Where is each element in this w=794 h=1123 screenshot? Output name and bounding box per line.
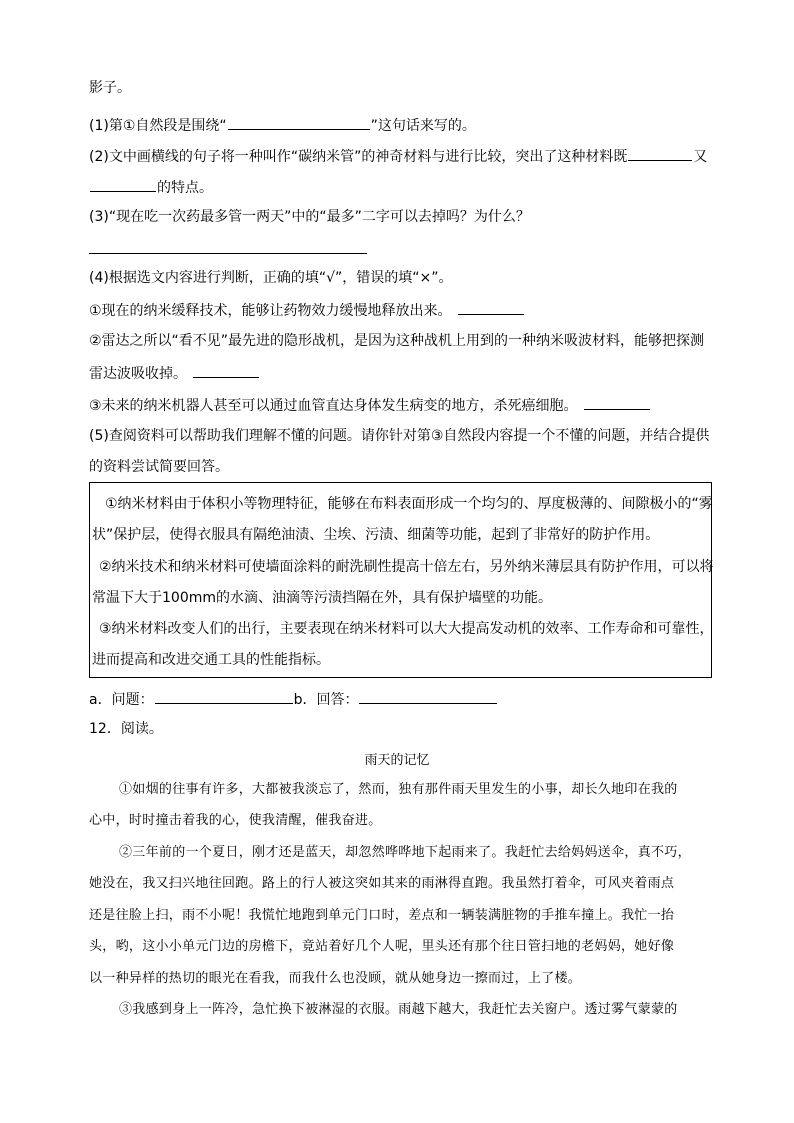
material-3-line1: ③纳米材料改变人们的出行，主要表现在纳米材料可以大大提高发动机的效率、工作寿命和可靠性，	[99, 621, 714, 637]
question-4: (4)根据选文内容进行判断，正确的填“√”，错误的填“×”。	[89, 270, 453, 286]
question-label: a．问题：	[89, 692, 154, 708]
q4-item-1-text: ①现在的纳米缓释技术，能够让药物效力缓慢地释放出来。	[89, 303, 452, 319]
q2-blank-2[interactable]	[90, 176, 156, 192]
story-title: 雨天的记忆	[364, 753, 430, 768]
q1-blank[interactable]	[228, 114, 370, 130]
question-2-line2	[89, 176, 213, 198]
story-line-7: 以一种异样的热切的眼光在看我，而我什么也没顾，就从她身边一擦而过，上了楼。	[89, 971, 582, 986]
q4-item-3-text: ③未来的纳米机器人甚至可以通过血管直达身体发生病变的地方，杀死癌细胞。	[89, 398, 578, 414]
q4-item-2-cont-text: 雷达波吸收掉。	[89, 366, 187, 382]
answer-blank[interactable]	[359, 688, 497, 704]
q3-answer-line[interactable]	[89, 253, 367, 254]
q4-blank-2[interactable]	[193, 362, 259, 378]
story-line-6: 头，哟，这小小单元门边的房檐下，竟站着好几个人呢，里头还有那个往日管扫地的老妈妈，她好像	[89, 939, 675, 954]
answer-row	[89, 688, 498, 710]
text-top: 影子。	[89, 80, 131, 96]
answer-label: b．回答：	[293, 692, 359, 708]
question-5-line2: 的资料尝试简要回答。	[89, 459, 229, 475]
q2-blank-1[interactable]	[628, 145, 692, 161]
question-5-line1: (5)查阅资料可以帮助我们理解不懂的问题。请你针对第③自然段内容提一个不懂的问题，并结合提供	[89, 428, 710, 444]
story-line-3: ②三年前的一个夏日，刚才还是蓝天，却忽然哗哗地下起雨来了。我赶忙去给妈妈送伞，真不巧，	[119, 845, 691, 860]
material-3-line2: 进而提高和改进交通工具的性能指标。	[92, 652, 330, 668]
q2-line2-post: 的特点。	[157, 180, 213, 196]
q1-post: ”这句话来写的。	[370, 118, 476, 134]
material-1-line1: ①纳米材料由于体积小等物理特征，能够在布料表面形成一个均匀的、厚度极薄的、间隙极小的“雾	[105, 496, 713, 512]
material-2-line1: ②纳米技术和纳米材料可使墙面涂料的耐洗刷性提高十倍左右，另外纳米薄层具有防护作用，可以将	[99, 559, 714, 575]
story-line-1: ①如烟的往事有许多，大都被我淡忘了，然而，独有那件雨天里发生的小事，却长久地印在我的	[119, 782, 678, 797]
q2-line1-pre: (2)文中画横线的句子将一种叫作“碳纳米管”的神奇材料与进行比较，突出了这种材料既	[89, 149, 628, 165]
q2-line1-post: 又	[693, 149, 708, 165]
story-line-8: ③我感到身上一阵冷，急忙换下被淋湿的衣服。雨越下越大，我赶忙去关窗户。透过雾气蒙蒙的	[119, 1002, 678, 1017]
question-blank[interactable]	[155, 688, 293, 704]
question-1	[89, 114, 476, 136]
q4-item-2-cont	[89, 362, 260, 384]
q4-item-2: ②雷达之所以“看不见”最先进的隐形战机，是因为这种战机上用到的一种纳米吸波材料，能够把探测	[89, 333, 705, 349]
story-line-2: 心中，时时撞击着我的心，使我清醒，催我奋进。	[89, 813, 382, 828]
q1-pre: (1)第①自然段是围绕“	[89, 118, 227, 134]
material-1-line2: 状”保护层，使得衣服具有隔绝油渍、尘埃、污渍、细菌等功能，起到了非常好的防护作用。	[92, 527, 660, 543]
q4-blank-1[interactable]	[458, 299, 524, 315]
reference-materials-box	[89, 482, 712, 678]
material-2-line2: 常温下大于100mm的水滴、油滴等污渍挡隔在外，具有保护墙壁的功能。	[92, 590, 552, 606]
question-3: (3)“现在吃一次药最多管一两天”中的“最多”二字可以去掉吗？为什么？	[89, 209, 530, 225]
q4-item-1	[89, 299, 525, 321]
story-line-5: 还是往脸上扫，雨不小呢！我慌忙地跑到单元门口时，差点和一辆装满脏物的手推车撞上。我忙一抬	[89, 908, 675, 923]
question-12: 12．阅读。	[89, 721, 163, 737]
story-line-4: 她没在，我又扫兴地往回跑。路上的行人被这突如其来的雨淋得直跑。我虽然打着伞，可风夹着雨点	[89, 876, 675, 891]
q4-item-3	[89, 394, 651, 416]
question-2-line1	[89, 145, 707, 167]
q4-blank-3[interactable]	[584, 394, 650, 410]
